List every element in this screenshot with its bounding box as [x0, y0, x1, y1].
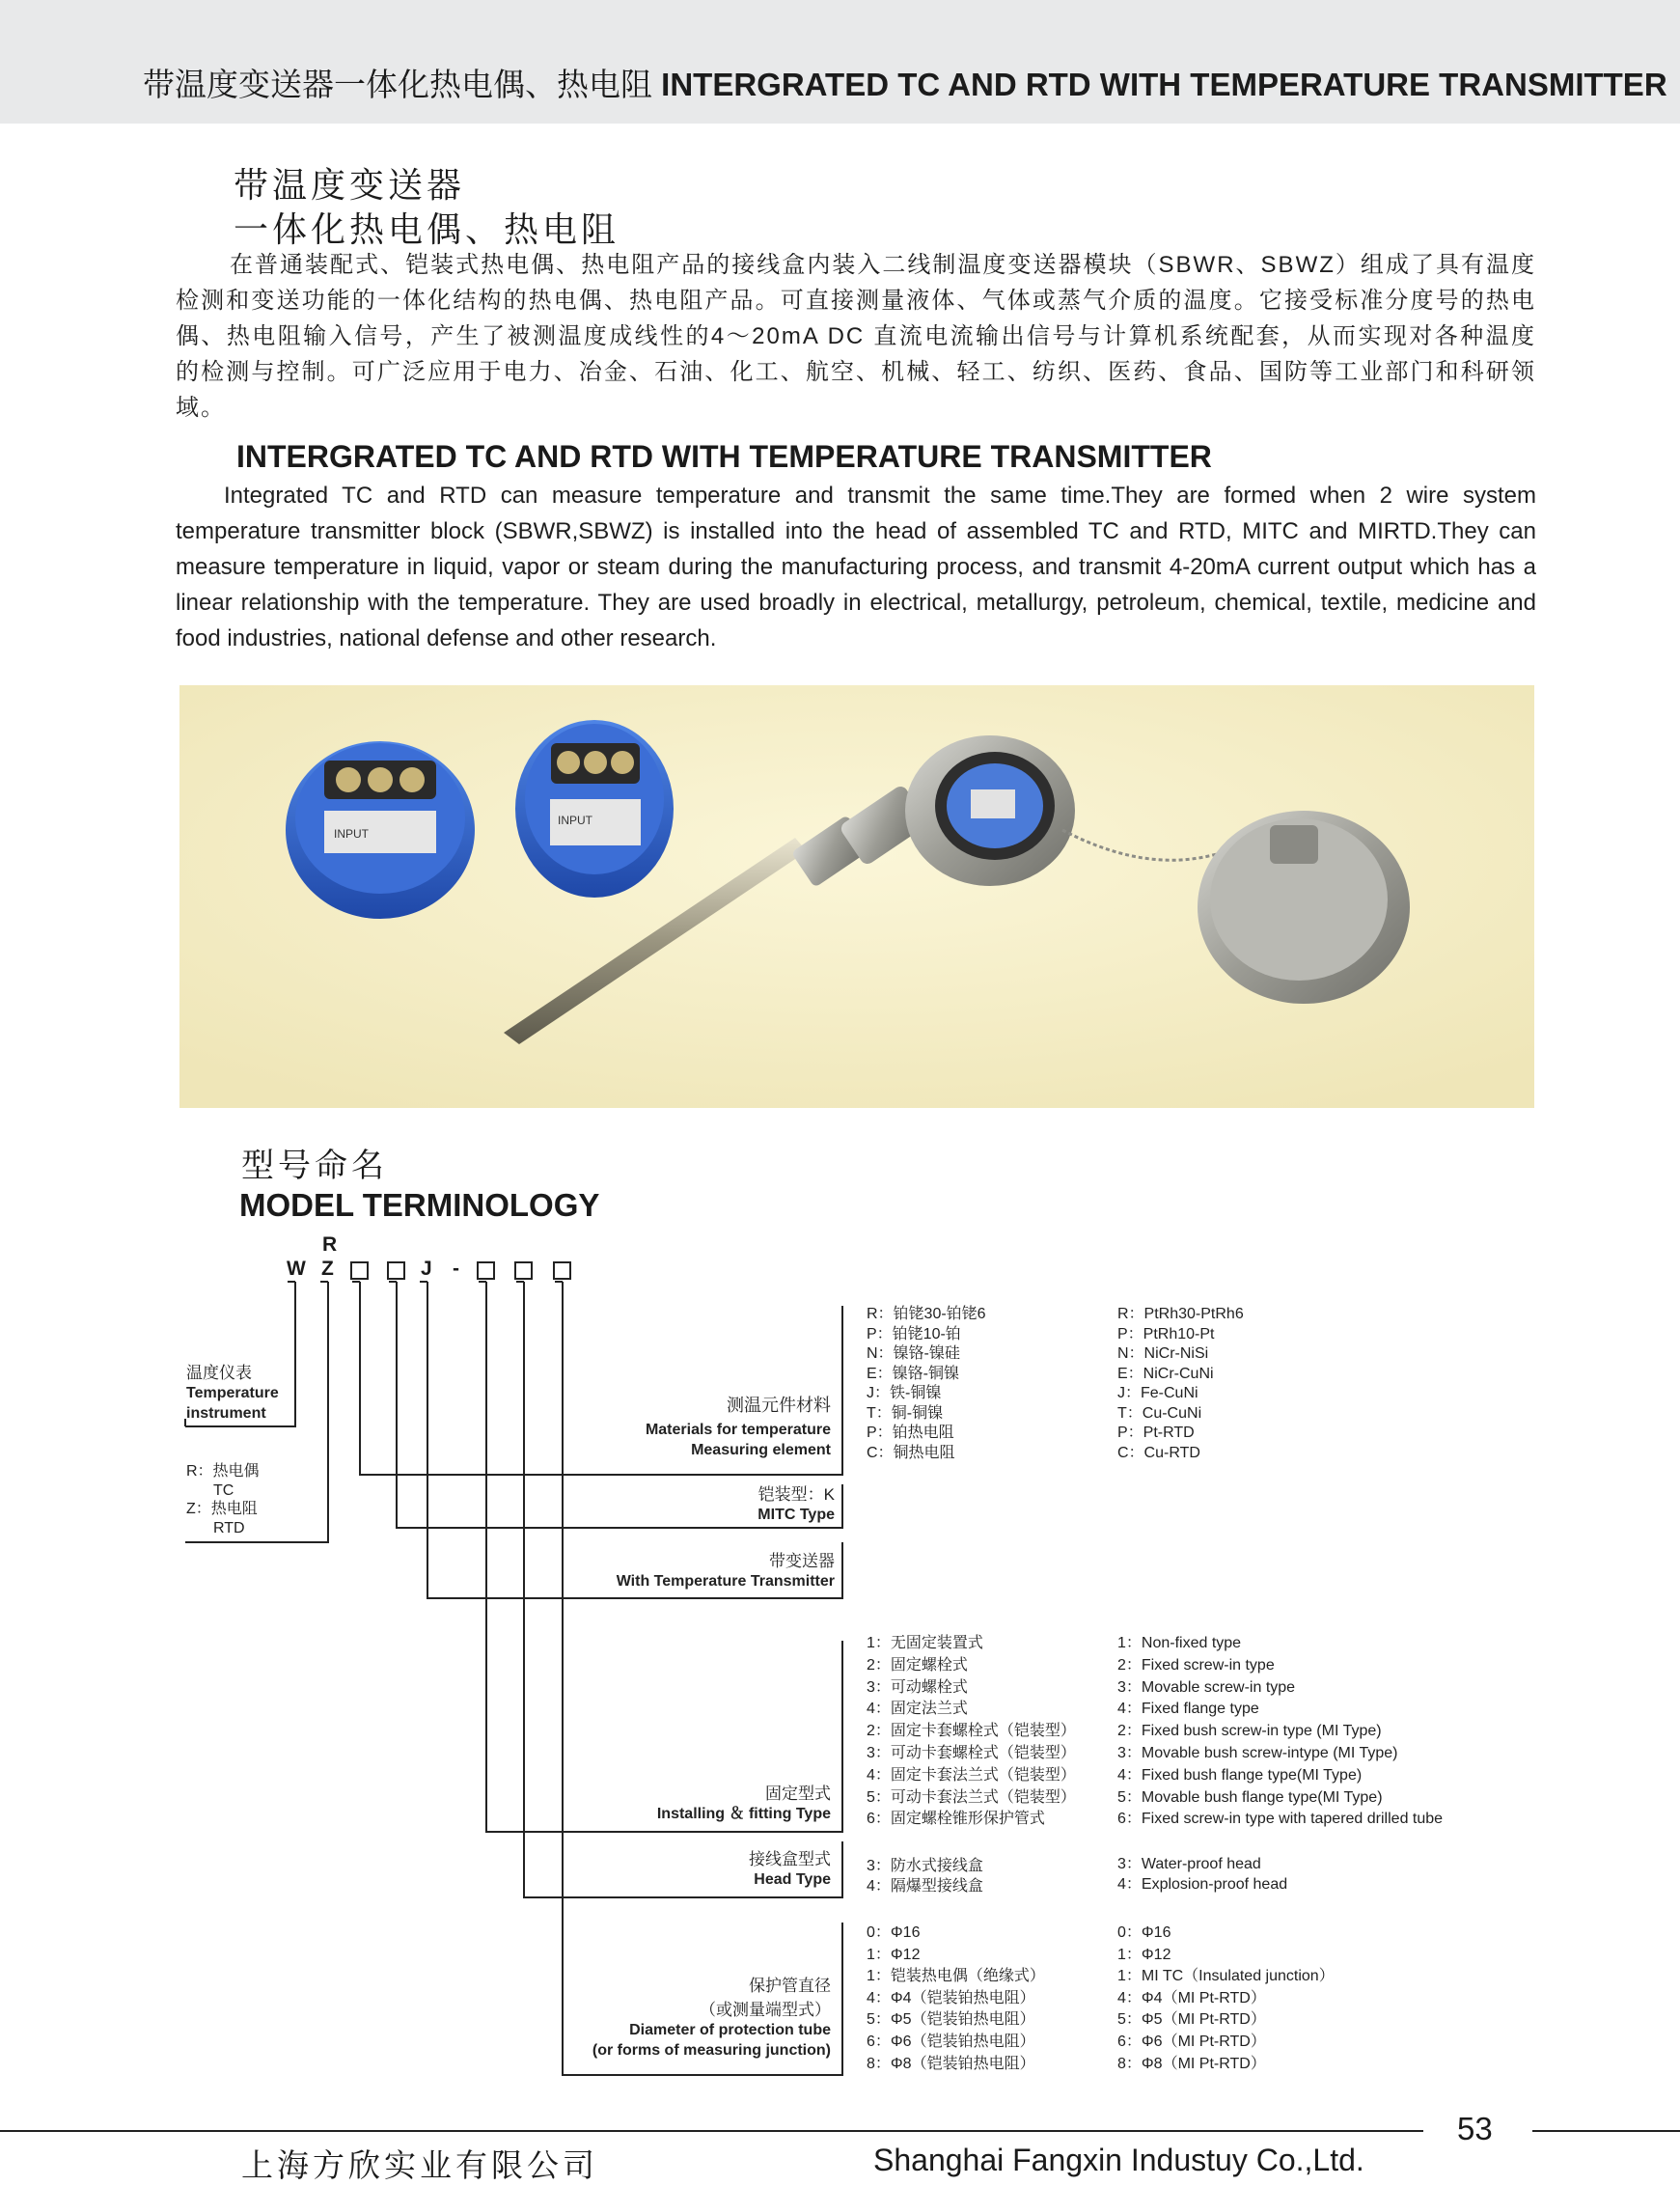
diameter-cn-item: 4：Φ4（铠装铂热电阻）: [867, 1989, 1035, 2006]
installing-cn-item: 5：可动卡套法兰式（铠装型）: [867, 1788, 1076, 1806]
instrument-label: [186, 1363, 279, 1424]
type-z: Z：热电阻: [186, 1501, 258, 1517]
material-en-item: J：Fe-CuNi: [1117, 1385, 1198, 1401]
head-cn-item: 4：隔爆型接线盒: [867, 1877, 983, 1895]
installing-en-item: 4：Fixed bush flange type(MI Type): [1117, 1766, 1363, 1784]
diameter-label-en2: (or forms of measuring junction): [592, 2042, 831, 2059]
instrument-label-cn: 温度仪表: [186, 1364, 252, 1382]
installing-en-item: 4：Fixed flange type: [1117, 1701, 1259, 1718]
material-label-en2: Measuring element: [691, 1442, 831, 1458]
installing-en-item: 2：Fixed screw-in type: [1117, 1656, 1275, 1674]
installing-label-cn: 固定型式: [765, 1785, 831, 1803]
diameter-en-item: 5：Φ5（MI Pt-RTD）: [1117, 2011, 1266, 2029]
mitc-label-cn: 铠装型：K: [757, 1485, 835, 1504]
intro-cn-text: 在普通装配式、铠装式热电偶、热电阻产品的接线盒内装入二线制温度变送器模块（SBWR、SBWZ）组成了具有温度检测和变送功能的一体化结构的热电偶、热电阻产品。可直接测量液体、气体或蒸气介质的温度。它接受标准分度号的热电偶、热电阻输入信号，产生了被测温度成线性的4～20mA DC 直流电流输出信号与计算机系统配套，从而实现对各种温度的检测与控制。可广泛应用于电力、冶金、石油、化工、航空、机械、轻工、纺织、医药、食品、国防等工业部门和科研领域。: [176, 252, 1536, 421]
installing-en-item: 5：Movable bush flange type(MI Type): [1117, 1788, 1383, 1806]
material-label-cn: 测温元件材料: [727, 1396, 831, 1415]
head-list-cn: [867, 1857, 983, 1896]
transmitter-label: [617, 1551, 835, 1591]
module-label: INPUT: [558, 814, 592, 827]
installing-en-item: 6：Fixed screw-in type with tapered drilled tube: [1117, 1811, 1444, 1828]
material-list-cn: [867, 1305, 986, 1463]
material-cn-item: R：铂铑30-铂铑6: [867, 1306, 986, 1322]
installing-cn-item: 2：固定卡套螺栓式（铠装型）: [867, 1723, 1076, 1740]
type-tc: TC: [213, 1481, 234, 1499]
head-label-cn: 接线盒型式: [749, 1850, 831, 1868]
installing-label-en: Installing ＆ fitting Type: [656, 1806, 831, 1822]
head-label-en: Head Type: [754, 1871, 831, 1888]
diameter-en-item: 0：Φ16: [1117, 1924, 1171, 1941]
material-cn-item: E：镍铬-铜镍: [867, 1365, 960, 1382]
diameter-en-item: 1：Φ12: [1117, 1946, 1171, 1963]
code-letter-z: Z: [321, 1258, 334, 1280]
material-label: [646, 1396, 831, 1460]
code-letter-dash: -: [453, 1258, 459, 1280]
head-en-item: 3：Water-proof head: [1117, 1856, 1261, 1872]
footer-company-en: Shanghai Fangxin Industuy Co.,Ltd.: [873, 2143, 1364, 2177]
installing-list-en: [1117, 1633, 1443, 1831]
diameter-cn-item: 5：Φ5（铠装铂热电阻）: [867, 2011, 1035, 2029]
installing-label: [657, 1784, 831, 1824]
module-label: INPUT: [334, 827, 369, 841]
installing-cn-item: 3：可动卡套螺栓式（铠装型）: [867, 1744, 1076, 1761]
material-en-item: P：Pt-RTD: [1117, 1425, 1195, 1441]
material-cn-item: T：铜-铜镍: [867, 1404, 944, 1422]
diameter-en-item: 6：Φ6（MI Pt-RTD）: [1117, 2033, 1266, 2050]
intro-cn-title-line2: 一体化热电偶、热电阻: [234, 209, 620, 249]
header-title-en: INTERGRATED TC AND RTD WITH TEMPERATURE TRANSMITTER: [661, 67, 1667, 102]
material-en-item: E：NiCr-CuNi: [1117, 1365, 1214, 1382]
diameter-cn-item: 0：Φ16: [867, 1924, 921, 1941]
diameter-label-en1: Diameter of protection tube: [629, 2022, 831, 2038]
material-en-item: R：PtRh30-PtRh6: [1117, 1306, 1244, 1322]
intro-en-heading: INTERGRATED TC AND RTD WITH TEMPERATURE TRANSMITTER: [236, 439, 1212, 474]
diameter-cn-item: 8：Φ8（铠装铂热电阻）: [867, 2055, 1035, 2072]
material-en-item: T：Cu-CuNi: [1117, 1404, 1202, 1422]
diameter-list-en: [1117, 1923, 1335, 2075]
code-letter-j: J: [421, 1258, 432, 1280]
head-list-en: [1117, 1855, 1287, 1895]
installing-cn-item: 1：无固定装置式: [867, 1635, 983, 1651]
mitc-label: [757, 1484, 835, 1525]
installing-en-item: 3：Movable screw-in type: [1117, 1678, 1296, 1696]
transmitter-label-en: With Temperature Transmitter: [616, 1573, 835, 1590]
material-cn-item: N：镍铬-镍硅: [867, 1345, 960, 1362]
diameter-cn-item: 1：Φ12: [867, 1946, 921, 1963]
diameter-cn-item: 6：Φ6（铠装铂热电阻）: [867, 2033, 1035, 2050]
type-label: [186, 1462, 260, 1537]
diameter-label-cn2: （或测量端型式）: [700, 2001, 831, 2019]
head-en-item: 4：Explosion-proof head: [1117, 1875, 1288, 1893]
material-cn-item: J：铁-铜镍: [867, 1385, 942, 1401]
material-cn-item: P：铂铑10-铂: [867, 1325, 961, 1342]
installing-cn-item: 4：固定法兰式: [867, 1701, 968, 1718]
page-number: 53: [1457, 2111, 1493, 2146]
material-en-item: C：Cu-RTD: [1117, 1444, 1200, 1461]
code-letter-w: W: [287, 1258, 306, 1280]
installing-cn-item: 3：可动螺栓式: [867, 1678, 968, 1696]
type-r: R：热电偶: [186, 1463, 260, 1480]
material-list-en: [1117, 1305, 1244, 1463]
installing-cn-item: 6：固定螺栓锥形保护管式: [867, 1811, 1045, 1828]
footer-rule-right: [1532, 2130, 1680, 2132]
diameter-en-item: 4：Φ4（MI Pt-RTD）: [1117, 1989, 1266, 2006]
material-en-item: N：NiCr-NiSi: [1117, 1345, 1209, 1362]
material-label-en1: Materials for temperature: [645, 1422, 831, 1438]
instrument-label-en2: instrument: [186, 1405, 266, 1422]
head-label: [749, 1849, 831, 1890]
diameter-label: [592, 1976, 831, 2061]
diameter-en-item: 1：MI TC（Insulated junction）: [1117, 1968, 1335, 1985]
material-cn-item: C：铜热电阻: [867, 1444, 955, 1461]
installing-cn-item: 2：固定螺栓式: [867, 1656, 968, 1674]
diameter-en-item: 8：Φ8（MI Pt-RTD）: [1117, 2055, 1266, 2072]
intro-en-text: Integrated TC and RTD can measure temperature and transmit the same time.They are formed when 2 wire system temperature transmitter block (SBWR,SBWZ) is installed into the head of assembled TC and RTD, MITC and MIRTD.They can measure temperature in liquid, vapor or steam during the manufacturing process, and transmit 4-20mA current output which has a linear relationship with the temperature. They are used broadly in electrical, metallurgy, petroleum, chemical, textile, medicine and food industries, national defense and other research.: [176, 483, 1536, 651]
diameter-list-cn: [867, 1923, 1045, 2075]
model-terminology-title-cn: 型号命名: [241, 1148, 388, 1184]
header-title-cn: 带温度变送器一体化热电偶、热电阻: [143, 67, 652, 102]
code-top-letter: R: [322, 1233, 338, 1256]
installing-cn-item: 4：固定卡套法兰式（铠装型）: [867, 1766, 1076, 1784]
installing-en-item: 2：Fixed bush screw-in type (MI Type): [1117, 1723, 1382, 1740]
installing-list-cn: [867, 1633, 1076, 1831]
model-terminology-title-en: MODEL TERMINOLOGY: [239, 1187, 600, 1223]
material-cn-item: P：铂热电阻: [867, 1425, 954, 1441]
diameter-label-cn1: 保护管直径: [749, 1977, 831, 1995]
diameter-cn-item: 1：铠装热电偶（绝缘式）: [867, 1968, 1045, 1985]
intro-cn-title-line1: 带温度变送器: [234, 165, 466, 205]
type-rtd: RTD: [213, 1519, 245, 1536]
footer-rule-left: [0, 2130, 1423, 2132]
transmitter-label-cn: 带变送器: [769, 1552, 835, 1570]
instrument-label-en1: Temperature: [186, 1385, 279, 1401]
footer-company-cn: 上海方欣实业有限公司: [241, 2147, 598, 2183]
material-en-item: P：PtRh10-Pt: [1117, 1325, 1215, 1342]
head-cn-item: 3：防水式接线盒: [867, 1858, 983, 1874]
mitc-label-en: MITC Type: [757, 1507, 835, 1523]
installing-en-item: 3：Movable bush screw-intype (MI Type): [1117, 1744, 1398, 1761]
installing-en-item: 1：Non-fixed type: [1117, 1635, 1242, 1651]
